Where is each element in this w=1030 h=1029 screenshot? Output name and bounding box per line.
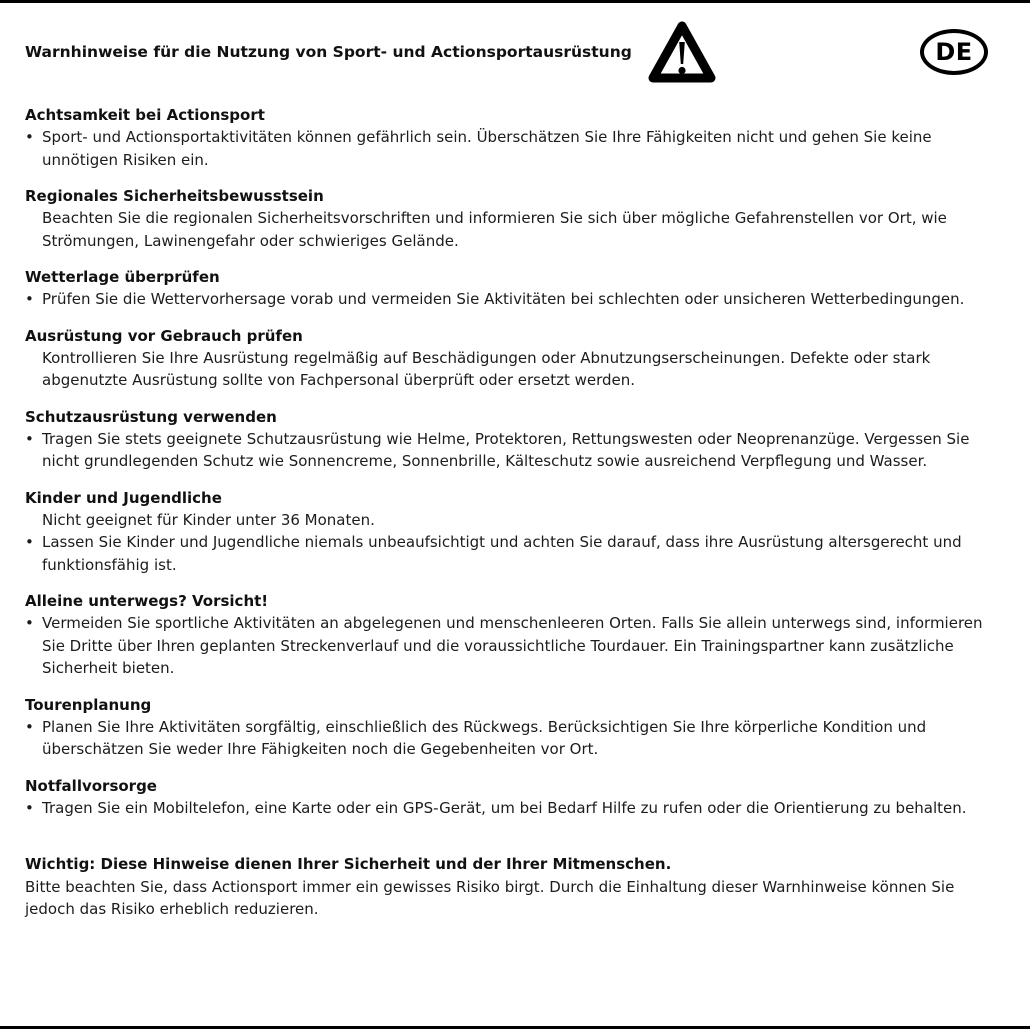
item-text: Tragen Sie stets geeignete Schutzausrüstung wie Helme, Protektoren, Rettungswesten oder Neoprenanzüge. Vergessen Sie nicht grundlegenden Schutz wie Sonnencreme, Sonnenbrille, Kälteschutz sowie ausreichend Verpflegung und Wasser.	[42, 429, 970, 470]
section-heading: Notfallvorsorge	[25, 776, 157, 795]
document-page	[25, 18, 1000, 921]
section-heading: Wetterlage überprüfen	[25, 268, 220, 286]
important-note-heading: Wichtig: Diese Hinweise dienen Ihrer Sicherheit und der Ihrer Mitmenschen.	[25, 855, 672, 873]
list-item	[25, 207, 1000, 252]
item-text: Beachten Sie die regionalen Sicherheitsvorschriften und informieren Sie sich über mögliche Gefahrenstellen vor Ort, wie Strömungen, Lawinengefahr oder schwieriges Gelände.	[42, 209, 947, 250]
section-heading: Regionales Sicherheitsbewusstsein	[25, 187, 324, 205]
bullet-marker: •	[25, 429, 34, 448]
page-title: Warnhinweise für die Nutzung von Sport- und Actionsportausrüstung	[25, 43, 632, 61]
list-item	[25, 797, 1000, 820]
item-text: Planen Sie Ihre Aktivitäten sorgfältig, einschließlich des Rückwegs. Berücksichtigen Sie Ihre körperliche Kondition und überschätzen Sie weder Ihre Fähigkeiten noch die Gegebenheiten vor Ort.	[42, 717, 927, 758]
section-heading: Ausrüstung vor Gebrauch prüfen	[25, 326, 303, 345]
list-item	[25, 716, 1000, 761]
page-top-edge	[0, 0, 1030, 3]
item-text: Vermeiden Sie sportliche Aktivitäten an abgelegenen und menschenleeren Orten. Falls Sie allein unterwegs sind, informieren Sie Dritte über Ihren geplanten Streckenverlauf und die voraussichtliche Tourdauer. Ein Trainingspartner kann zusätzliche Sicherheit bieten.	[42, 614, 983, 677]
bullet-marker: •	[25, 128, 34, 146]
list-item	[25, 612, 1000, 680]
section-alleine	[25, 590, 1000, 680]
section-regionales	[25, 185, 1000, 252]
list-item	[25, 509, 1000, 532]
bullet-marker: •	[25, 533, 34, 551]
important-note-text: Bitte beachten Sie, dass Actionsport immer ein gewisses Risiko birgt. Durch die Einhaltung dieser Warnhinweise können Sie jedoch das Risiko erheblich reduzieren.	[25, 877, 955, 918]
bullet-marker: •	[25, 798, 34, 817]
list-item	[25, 531, 1000, 576]
section-kinder	[25, 487, 1000, 577]
important-note	[25, 853, 1000, 921]
warning-triangle-icon	[646, 19, 718, 85]
language-badge: DE	[920, 29, 988, 75]
section-notfallvorsorge	[25, 775, 1000, 820]
bullet-marker: •	[25, 290, 34, 308]
section-achtsamkeit	[25, 104, 1000, 171]
item-text: Prüfen Sie die Wettervorhersage vorab und vermeiden Sie Aktivitäten bei schlechten oder unsicheren Wetterbedingungen.	[42, 290, 965, 308]
section-heading: Kinder und Jugendliche	[25, 488, 222, 507]
document-header	[25, 18, 1000, 86]
item-text: Kontrollieren Sie Ihre Ausrüstung regelmäßig auf Beschädigungen oder Abnutzungserscheinungen. Defekte oder stark abgenutzte Ausrüstung sollte von Fachpersonal überprüft oder ersetzt werden.	[42, 348, 931, 389]
item-text: Sport- und Actionsportaktivitäten können gefährlich sein. Überschätzen Sie Ihre Fähigkeiten nicht und gehen Sie keine unnötigen Risiken ein.	[42, 128, 932, 169]
section-heading: Achtsamkeit bei Actionsport	[25, 106, 265, 124]
bullet-marker: •	[25, 717, 34, 736]
item-text: Nicht geeignet für Kinder unter 36 Monaten.	[42, 510, 375, 529]
section-wetterlage	[25, 266, 1000, 311]
section-heading: Alleine unterwegs? Vorsicht!	[25, 592, 269, 610]
list-item	[25, 126, 1000, 171]
item-text: Tragen Sie ein Mobiltelefon, eine Karte oder ein GPS-Gerät, um bei Bedarf Hilfe zu rufen oder die Orientierung zu behalten.	[42, 798, 967, 817]
section-heading: Schutzausrüstung verwenden	[25, 407, 277, 426]
section-schutzausruestung	[25, 406, 1000, 473]
section-heading: Tourenplanung	[25, 695, 152, 714]
section-ausruestung	[25, 325, 1000, 392]
list-item	[25, 347, 1000, 392]
list-item	[25, 288, 1000, 311]
list-item	[25, 428, 1000, 473]
item-text: Lassen Sie Kinder und Jugendliche niemals unbeaufsichtigt und achten Sie darauf, dass ihre Ausrüstung altersgerecht und funktionsfähig ist.	[42, 533, 962, 574]
bullet-marker: •	[25, 614, 34, 632]
section-tourenplanung	[25, 694, 1000, 761]
